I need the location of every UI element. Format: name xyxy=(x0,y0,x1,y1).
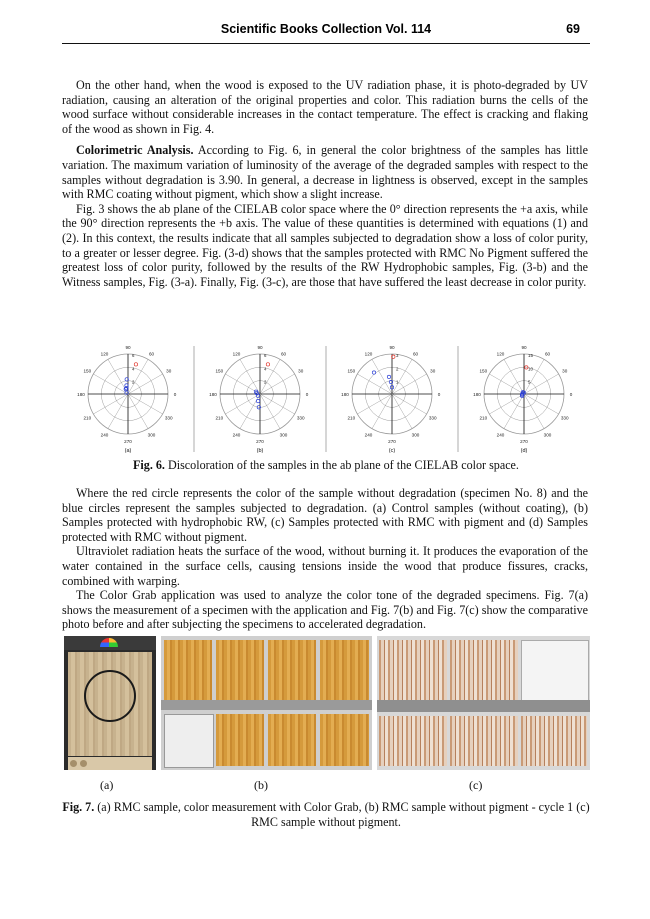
grid-spoke xyxy=(108,394,128,429)
radial-tick-label: 4 xyxy=(132,366,135,372)
grid-spoke xyxy=(128,394,148,429)
radial-tick-label: 5 xyxy=(528,379,531,385)
angle-tick-label: 330 xyxy=(296,415,305,421)
reference-sample-point xyxy=(266,363,269,366)
figure-7 xyxy=(64,636,590,770)
angle-tick-label: 0 xyxy=(305,392,309,397)
angle-tick-label: 60 xyxy=(544,351,551,357)
degraded-sample-point xyxy=(256,399,259,402)
angle-tick-label: 180 xyxy=(473,392,481,397)
radial-tick-label: 1 xyxy=(396,379,399,385)
figure-6-caption: Fig. 6. Discoloration of the samples in the ab plane of the CIELAB color space. xyxy=(133,458,519,472)
grid-spoke xyxy=(392,394,412,429)
grid-spoke xyxy=(240,359,260,394)
paragraph-uv-heating: Ultraviolet radiation heats the surface of the wood, without burning it. It produces the evaporation of the water contained in the surface cells, causing tensions inside the wood that produce fissures, cracks, combined with warping. xyxy=(62,544,588,588)
grid-spoke xyxy=(93,374,128,394)
grid-spoke xyxy=(489,394,524,414)
grid-spoke xyxy=(128,394,163,414)
angle-tick-label: 0 xyxy=(173,392,177,397)
angle-tick-label: 300 xyxy=(411,432,420,438)
paragraph-uv-degradation: On the other hand, when the wood is exposed to the UV radiation phase, it is photo-degraded by UV radiation, causing an alteration of the original properties and color. This radiation burns the cells of the wood surface without considerable increases in the contact temperature. The effect is cracking and flaking of the wood as shown in Fig. 4. xyxy=(62,78,588,136)
angle-tick-label: 240 xyxy=(364,432,373,438)
figure-7-label-a: (a) xyxy=(100,778,114,792)
angle-tick-label: 0 xyxy=(569,392,573,397)
grid-spoke xyxy=(489,374,524,394)
angle-tick-label: 270 xyxy=(520,439,528,444)
photo-color-grab xyxy=(64,636,156,770)
angle-tick-label: 300 xyxy=(543,432,552,438)
grid-spoke xyxy=(260,394,280,429)
angle-tick-label: 180 xyxy=(77,392,85,397)
grid-spoke xyxy=(260,359,280,394)
panel-label: (a) xyxy=(124,448,132,454)
angle-tick-label: 150 xyxy=(479,368,488,374)
radial-tick-label: 2 xyxy=(396,366,399,372)
grid-spoke xyxy=(504,394,524,429)
figure-7-caption: Fig. 7. (a) RMC sample, color measurement with Color Grab, (b) RMC sample without pigment - cycle 1 (c) RMC sample without pigment. xyxy=(62,800,590,829)
panel-label: (d) xyxy=(520,448,528,454)
figure-7-label-c: (c) xyxy=(469,778,483,792)
angle-tick-label: 90 xyxy=(521,345,527,350)
grid-spoke xyxy=(372,394,392,429)
figure-7-label-b: (b) xyxy=(254,778,268,792)
section-heading-colorimetric: Colorimetric Analysis. xyxy=(76,143,194,158)
running-header xyxy=(62,19,590,44)
page-number: 69 xyxy=(566,22,580,36)
radial-tick-label: 6 xyxy=(264,353,267,358)
degraded-sample-point xyxy=(372,371,375,374)
angle-tick-label: 240 xyxy=(100,432,109,438)
grid-spoke xyxy=(225,374,260,394)
radial-tick-label: 3 xyxy=(396,353,399,358)
angle-tick-label: 60 xyxy=(280,351,287,357)
angle-tick-label: 90 xyxy=(125,345,131,350)
grid-spoke xyxy=(524,394,559,414)
angle-tick-label: 270 xyxy=(124,439,132,444)
angle-tick-label: 330 xyxy=(428,415,437,421)
figure-6 xyxy=(62,344,590,456)
grid-spoke xyxy=(260,394,295,414)
grid-spoke xyxy=(524,394,544,429)
radial-tick-label: 2 xyxy=(264,379,267,385)
angle-tick-label: 300 xyxy=(147,432,156,438)
angle-tick-label: 0 xyxy=(437,392,441,397)
angle-tick-label: 210 xyxy=(83,415,92,421)
angle-tick-label: 330 xyxy=(560,415,569,421)
angle-tick-label: 60 xyxy=(148,351,155,357)
angle-tick-label: 90 xyxy=(257,345,263,350)
angle-tick-label: 180 xyxy=(341,392,349,397)
angle-tick-label: 210 xyxy=(215,415,224,421)
angle-tick-label: 180 xyxy=(209,392,217,397)
angle-tick-label: 270 xyxy=(388,439,396,444)
grid-spoke xyxy=(357,374,392,394)
paragraph-cielab: Fig. 3 shows the ab plane of the CIELAB color space where the 0° direction represents the +a axis, while the 90° direction represents the +b axis. The value of these quantities is determined with equations (1) and (2). In this context, the results indicate that all samples subjected to degradation show a loss of color purity, to a greater or lesser degree. Fig. (3-d) shows that the samples protected with RMC No Pigment suffered the greatest loss of color purity, followed by the results of the RW Hydrophobic samples, Fig. (3-b) and the Witness samples, Fig. (3-a). Finally, Fig. (3-c), are those that have suffered the least decrease in color purity. xyxy=(62,201,588,289)
text-block-top xyxy=(62,78,588,289)
radial-tick-label: 2 xyxy=(132,379,135,385)
text-block-bottom xyxy=(62,486,588,632)
photo-after-degradation xyxy=(377,636,590,770)
angle-tick-label: 30 xyxy=(562,368,568,374)
angle-tick-label: 330 xyxy=(164,415,173,421)
paragraph-colorimetric: Colorimetric Analysis. According to Fig. 6, in general the color brightness of the samples has little variation. The maximum variation of luminosity of the average of the degraded samples with respect to the samples without degradation is 3.90. In general, a decrease in lightness is observed, except in the samples with RMC coating without pigment, which show a slight increase. xyxy=(62,143,588,202)
angle-tick-label: 300 xyxy=(279,432,288,438)
angle-tick-label: 210 xyxy=(479,415,488,421)
angle-tick-label: 120 xyxy=(496,351,505,357)
radial-tick-label: 10 xyxy=(528,366,533,372)
angle-tick-label: 30 xyxy=(430,368,436,374)
grid-spoke xyxy=(504,359,524,394)
angle-tick-label: 150 xyxy=(83,368,92,374)
paragraph-color-grab: The Color Grab application was used to analyze the color tone of the degraded specimens. Fig. 7(a) shows the measurement of a specimen with the application and Fig. 7(b) and Fig. 7(c) show the comparative photo before and after subjecting the specimens to accelerated degradation. xyxy=(62,588,588,632)
grid-spoke xyxy=(128,359,148,394)
angle-tick-label: 90 xyxy=(389,345,395,350)
angle-tick-label: 240 xyxy=(232,432,241,438)
angle-tick-label: 270 xyxy=(256,439,264,444)
angle-tick-label: 120 xyxy=(100,351,109,357)
angle-tick-label: 30 xyxy=(298,368,304,374)
angle-tick-label: 30 xyxy=(166,368,172,374)
reference-sample-point xyxy=(134,363,137,366)
grid-spoke xyxy=(524,359,544,394)
radial-tick-label: 15 xyxy=(528,353,533,358)
angle-tick-label: 150 xyxy=(347,368,356,374)
journal-title: Scientific Books Collection Vol. 114 xyxy=(220,22,432,36)
grid-spoke xyxy=(392,359,412,394)
panel-label: (b) xyxy=(256,448,264,454)
grid-spoke xyxy=(392,394,427,414)
grid-spoke xyxy=(225,394,260,414)
angle-tick-label: 150 xyxy=(215,368,224,374)
grid-spoke xyxy=(357,394,392,414)
angle-tick-label: 120 xyxy=(364,351,373,357)
panel-label: (c) xyxy=(388,448,396,454)
angle-tick-label: 240 xyxy=(496,432,505,438)
grid-spoke xyxy=(372,359,392,394)
degraded-sample-point xyxy=(387,375,390,378)
paragraph-legend-explanation: Where the red circle represents the color of the sample without degradation (specimen No. 8) and the blue circles represent the samples subjected to degradation. (a) Control samples (without coating), (b) Samples protected with hydrophobic RW, (c) Samples protected with RMC with pigment and (d) Samples protected with RMC without pigment. xyxy=(62,486,588,544)
angle-tick-label: 120 xyxy=(232,351,241,357)
angle-tick-label: 60 xyxy=(412,351,419,357)
grid-spoke xyxy=(93,394,128,414)
grid-spoke xyxy=(240,394,260,429)
polar-plots xyxy=(62,344,590,456)
radial-tick-label: 4 xyxy=(264,366,267,372)
angle-tick-label: 210 xyxy=(347,415,356,421)
photo-before-degradation xyxy=(161,636,372,770)
radial-tick-label: 6 xyxy=(132,353,135,358)
